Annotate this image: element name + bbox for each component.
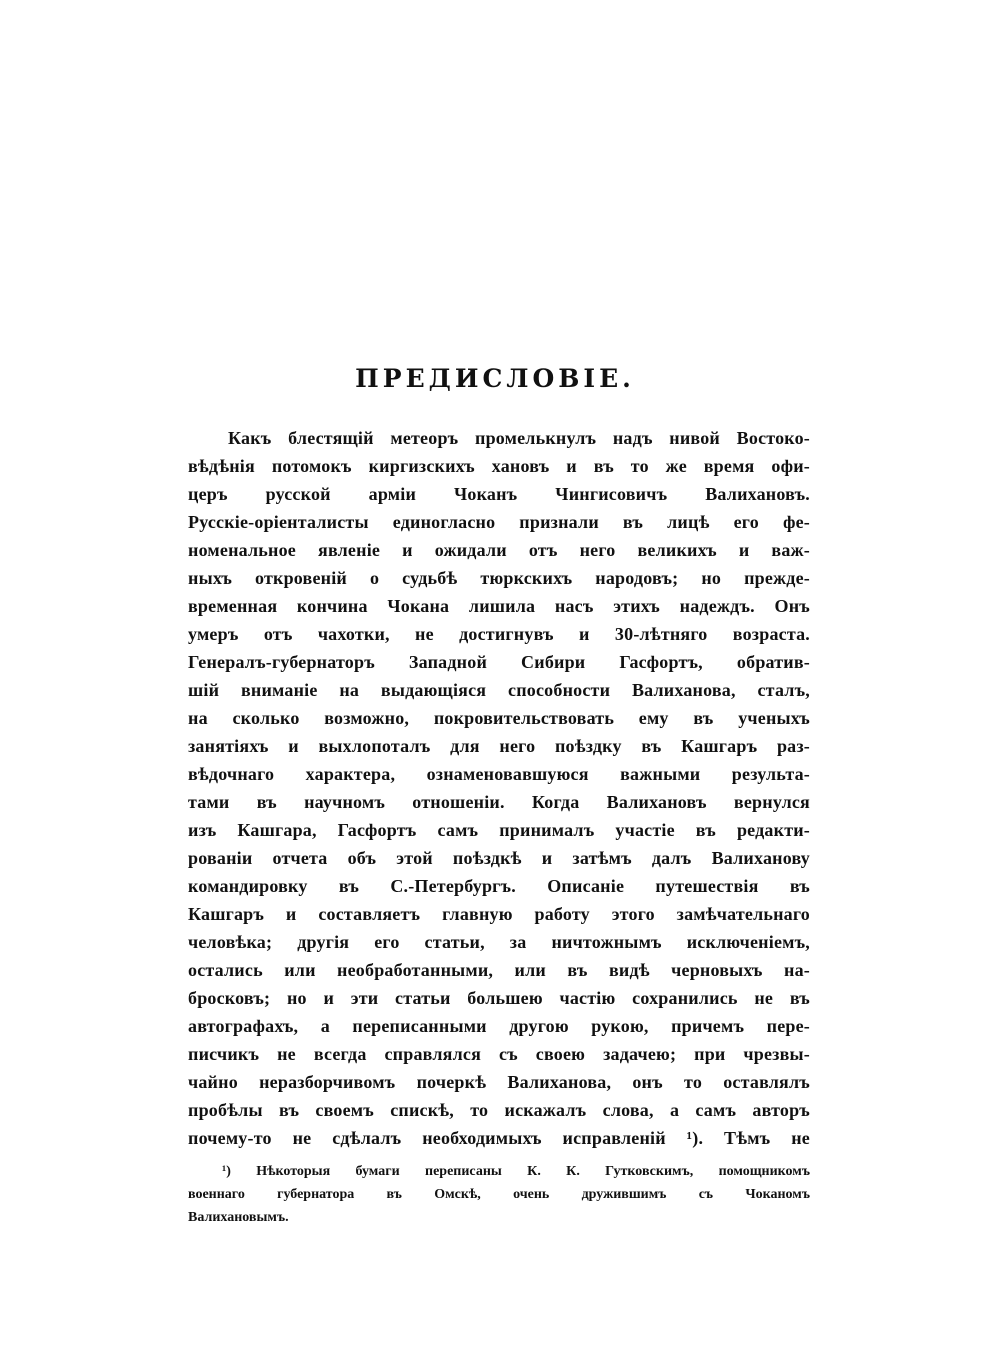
text-line: вѣдочнаго характера, ознаменовавшуюся важными результа- [188, 764, 810, 784]
text-line: Какъ блестящій метеоръ промелькнулъ надъ нивой Востоко- [228, 428, 810, 448]
footnote-line: ¹) Нѣкоторыя бумаги переписаны К. К. Гутковскимъ, помощникомъ [222, 1164, 810, 1179]
text-line: Русскіе-оріенталисты единогласно признали въ лицѣ его фе- [188, 512, 810, 532]
text-line: умеръ отъ чахотки, не достигнувъ и 30-лѣтняго возраста. [188, 624, 810, 644]
text-line: чайно неразборчивомъ почеркѣ Валиханова, онъ то оставлялъ [188, 1072, 810, 1092]
text-line: занятіяхъ и выхлопоталъ для него поѣздку въ Кашгаръ раз- [188, 736, 810, 756]
text-line: тами въ научномъ отношеніи. Когда Валихановъ вернулся [188, 792, 810, 812]
page-title: ПРЕДИСЛОВІЕ. [355, 364, 635, 393]
footnote [188, 1160, 810, 1229]
body-text [188, 424, 810, 1152]
text-line: писчикъ не всегда справлялся съ своею задачею; при чрезвы- [188, 1044, 810, 1064]
text-line: шій вниманіе на выдающіяся способности Валиханова, сталъ, [188, 680, 810, 700]
text-line: Кашгаръ и составляетъ главную работу этого замѣчательнаго [188, 904, 810, 924]
footnote-line: военнаго губернатора въ Омскѣ, очень дружившимъ съ Чоканомъ [188, 1187, 810, 1202]
footnote-line: Валихановымъ. [188, 1210, 289, 1225]
text-line: рованіи отчета объ этой поѣздкѣ и затѣмъ далъ Валиханову [188, 848, 810, 868]
text-line: на сколько возможно, покровительствовать ему въ ученыхъ [188, 708, 810, 728]
text-line: человѣка; другія его статьи, за ничтожнымъ исключеніемъ, [188, 932, 810, 952]
text-line: остались или необработанными, или въ видѣ черновыхъ на- [188, 960, 810, 980]
text-line: почему-то не сдѣлалъ необходимыхъ исправленій ¹). Тѣмъ не [188, 1128, 810, 1148]
text-line: бросковъ; но и эти статьи большею частію сохранились не въ [188, 988, 810, 1008]
text-line: номенальное явленіе и ожидали отъ него великихъ и важ- [188, 540, 810, 560]
text-line: временная кончина Чокана лишила насъ этихъ надеждъ. Онъ [188, 596, 810, 616]
text-line: командировку въ С.-Петербургъ. Описаніе путешествія въ [188, 876, 810, 896]
text-line: изъ Кашгара, Гасфортъ самъ принималъ участіе въ редакти- [188, 820, 810, 840]
text-line: Генералъ-губернаторъ Западной Сибири Гасфортъ, обратив- [188, 652, 810, 672]
text-line: пробѣлы въ своемъ спискѣ, то искажалъ слова, а самъ авторъ [188, 1100, 810, 1120]
text-line: вѣдѣнія потомокъ киргизскихъ хановъ и въ то же время офи- [188, 456, 810, 476]
text-line: автографахъ, а переписанными другою рукою, причемъ пере- [188, 1016, 810, 1036]
text-line: церъ русской арміи Чоканъ Чингисовичъ Валихановъ. [188, 484, 810, 504]
text-line: ныхъ откровеній о судьбѣ тюркскихъ народовъ; но прежде- [188, 568, 810, 588]
